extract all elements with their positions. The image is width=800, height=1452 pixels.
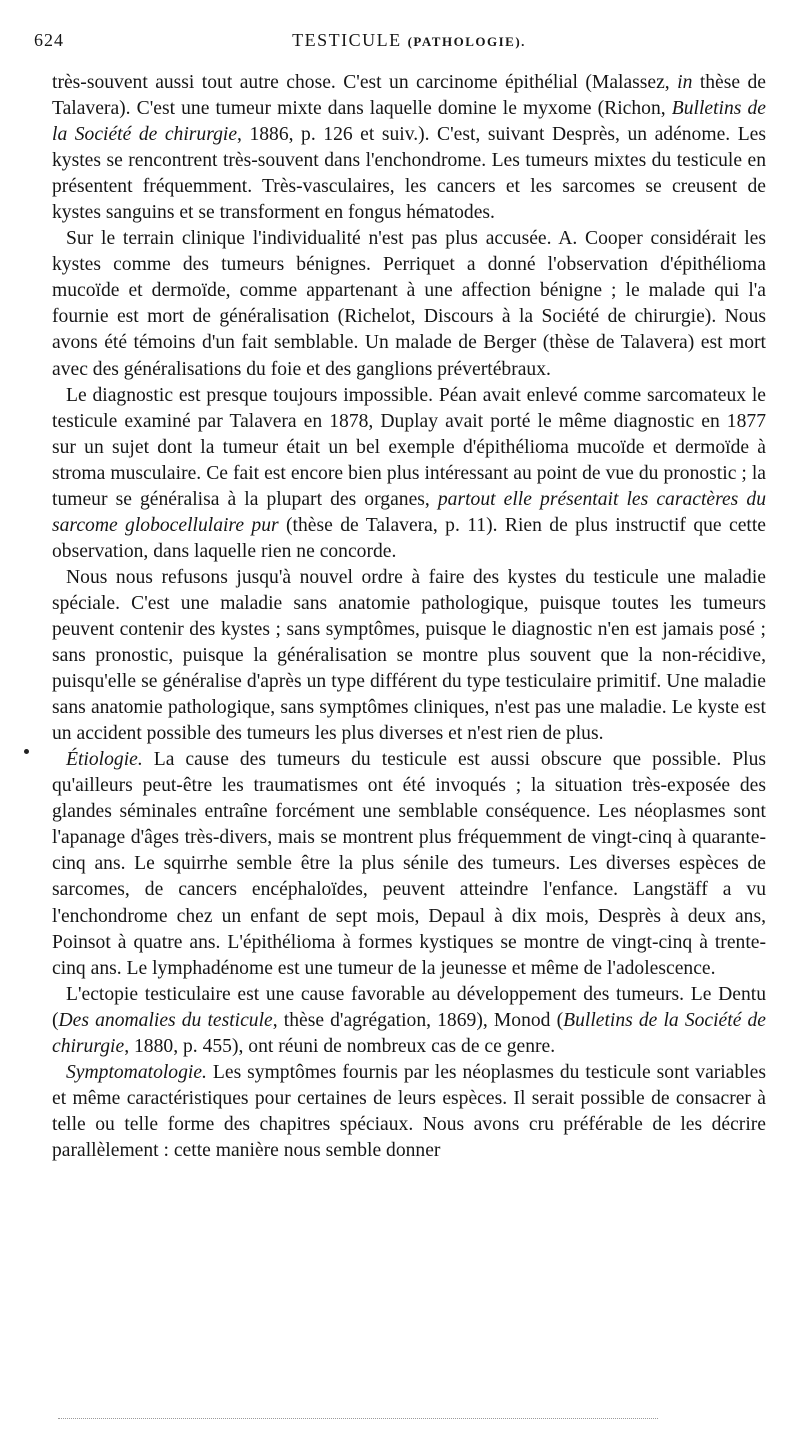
section-heading-symptomatologie: Symptomatologie. (66, 1061, 207, 1083)
paragraph-3 (52, 383, 766, 565)
thesis-title: Des anomalies du testicule (58, 1009, 273, 1031)
chapter-subtitle: (PATHOLOGIE). (407, 34, 526, 49)
paragraph-etiologie (52, 747, 766, 981)
text-run: (thèse de Talavera, p. 11). Rien de plus instructif que cette observation, dans laquelle rien ne concorde. (52, 514, 766, 562)
running-header (34, 22, 766, 52)
text-run: Le diagnostic est presque toujours impossible. Péan avait enlevé comme sarcomateux le testicule examiné par Talavera en 1878, Duplay avait porté le même diagnostic en 1877 sur un sujet dont la tumeur était un bel exemple d'épithélioma mucoïde et dermoïde à stroma musculaire. Ce fait est encore bien plus intéressant au point de vue du pronostic ; la tumeur se généralisa à la plupart des organes, (52, 384, 766, 510)
italic-run: partout elle présentait les caractères du sarcome globocellulaire pur (52, 488, 766, 536)
body-text (52, 70, 766, 1164)
text-run: , 1886, p. 126 et suiv.). C'est, suivant Desprès, un adénome. Les kystes se rencontrent très-souvent dans l'enchondrome. Les tumeurs mixtes du testicule en présentent fréquemment. Très-vasculaires, les cancers et les sarcomes se creusent de kystes sanguins et se transforment en fongus hématodes. (52, 124, 766, 224)
paragraph-symptomatologie (52, 1060, 766, 1164)
bottom-dotted-rule (58, 1418, 658, 1419)
journal-title: Bulletins de la Société de chirurgie (52, 1009, 766, 1057)
text-run: très-souvent aussi tout autre chose. C'est un carcinome épithélial (Malassez, (52, 72, 678, 93)
book-page (34, 22, 766, 1164)
paragraph-1 (52, 70, 766, 226)
text-run: , 1880, p. 455), ont réuni de nombreux cas de ce genre. (124, 1035, 556, 1057)
journal-title: Bulletins de la Société de chirurgie (52, 98, 766, 146)
text-run: La cause des tumeurs du testicule est aussi obscure que possible. Plus qu'ailleurs peut-être les traumatismes ont été invoqués ; la situation très-exposée des glandes séminales entraîne forcément une semblable conséquence. Les néoplasmes sont l'apanage d'âges très-divers, mais se montrent plus fréquemment de vingt-cinq à quarante-cinq ans. Le squirrhe semble être la plus sénile des tumeurs. Les diverses espèces de sarcomes, de cancers encéphaloïdes, peuvent atteindre l'enfance. Langstäff a vu l'enchondrome chez un enfant de sept mois, Depaul à dix mois, Desprès à deux ans, Poinsot à quatre ans. L'épithélioma à formes kystiques se montre de vingt-cinq à trente-cinq ans. Le lymphadénome est une tumeur de la jeunesse et même de l'adolescence. (52, 749, 766, 979)
paragraph-6 (52, 982, 766, 1060)
paragraph-4: Nous nous refusons jusqu'à nouvel ordre à faire des kystes du testicule une maladie spéciale. C'est une maladie sans anatomie pathologique, puisque toutes les tumeurs peuvent contenir des kystes ; sans symptômes, puisque le diagnostic n'en est jamais posé ; sans pronostic, puisque la généralisation se montre plus souvent que la non-récidive, puisqu'elle se généralise d'après un type différent du type testiculaire primitif. Une maladie sans anatomie pathologique, sans symptômes cliniques, n'est pas une maladie. Le kyste est un accident possible des tumeurs les plus diverses et n'est rien de plus. (52, 566, 766, 745)
chapter-title: TESTICULE (292, 30, 402, 50)
page-number: 624 (34, 30, 64, 50)
section-heading-etiologie: Étiologie. (66, 749, 143, 771)
margin-mark (24, 749, 29, 754)
text-run: thèse de Talavera). C'est une tumeur mixte dans laquelle domine le myxome (Richon, (52, 72, 766, 120)
text-run: , thèse d'agrégation, 1869), Monod ( (272, 1009, 564, 1031)
italic-run: in (677, 72, 693, 93)
paragraph-2: Sur le terrain clinique l'individualité n'est pas plus accusée. A. Cooper considérait les kystes comme des tumeurs bénignes. Perriquet a donné l'observation d'épithélioma mucoïde et dermoïde, comme appartenant à une affection bénigne ; le malade qui l'a fournie est mort de généralisation (Richelot, Discours à la Société de chirurgie). Nous avons été témoins d'un fait semblable. Un malade de Berger (thèse de Talavera) est mort avec des généralisations du foie et des ganglions prévertébraux. (52, 228, 766, 380)
text-run: Les symptômes fournis par les néoplasmes du testicule sont variables et même caractéristiques pour certaines de leurs espèces. Il serait possible de consacrer à telle ou telle forme des chapitres spéciaux. Nous avons cru préférable de les décrire parallèlement : cette manière nous semble donner (52, 1061, 766, 1161)
text-run: L'ectopie testiculaire est une cause favorable au développement des tumeurs. Le Dentu ( (52, 983, 766, 1031)
running-title (52, 30, 766, 51)
